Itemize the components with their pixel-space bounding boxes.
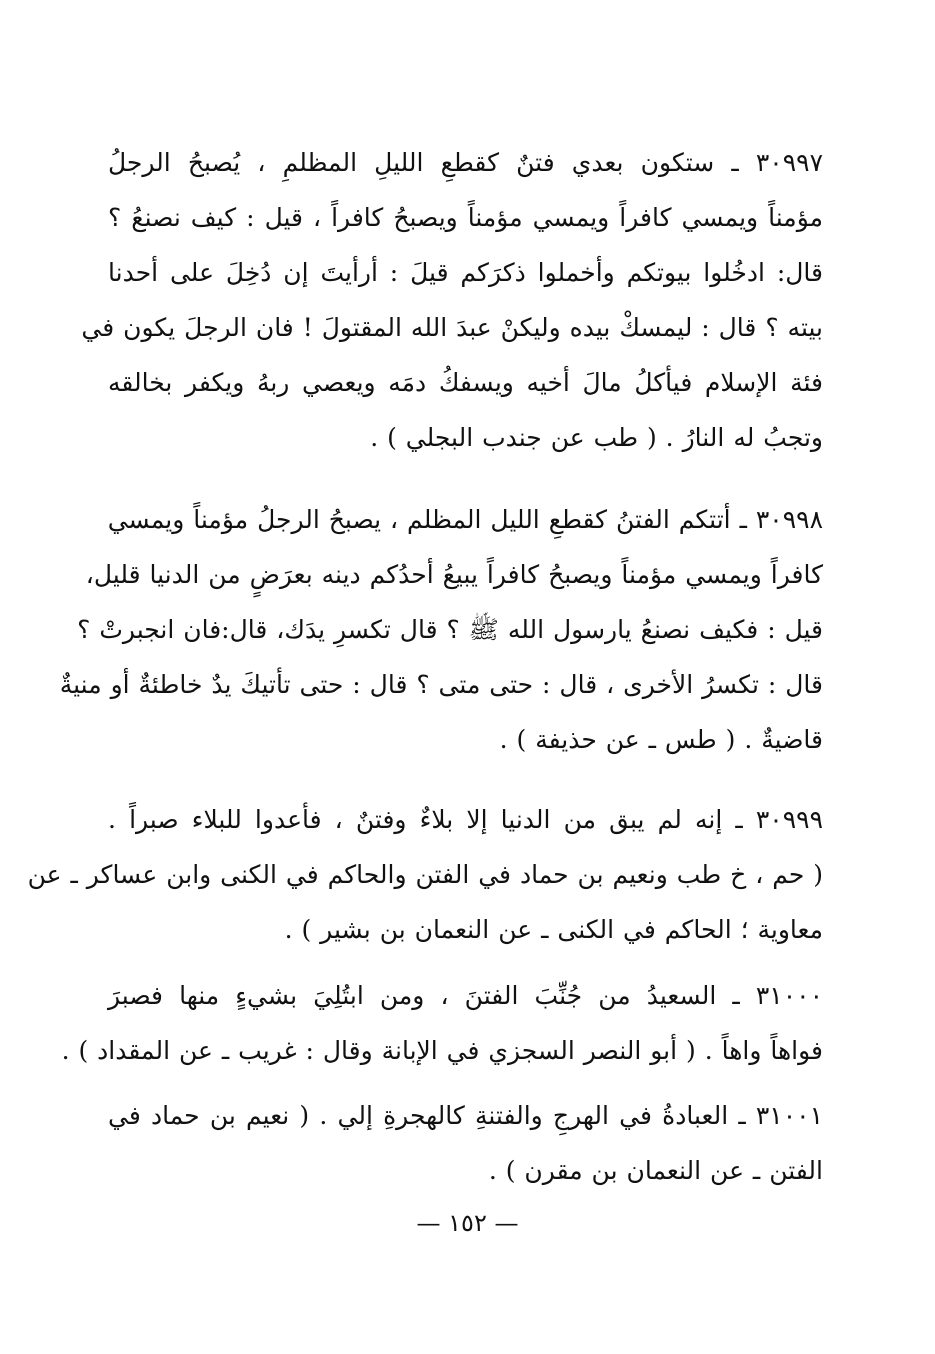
text-line: فئة الإسلام فيأكلُ مالَ أخيه ويسفكُ دمَه ويعصي ربهُ ويكفر بخالقه <box>108 368 823 397</box>
text-line: ( حم ، خ طب ونعيم بن حماد في الفتن والحاكم في الكنى وابن عساكر ـ عن <box>27 860 823 889</box>
hadith-30997 <box>81 135 823 465</box>
text-line: قال : تكسرُ الأخرى ، قال : حتى متى ؟ قال : حتى تأتيكَ يدٌ خاطئةٌ أو منيةٌ <box>59 670 823 699</box>
text-line: بيته ؟ قال : ليمسكْ بيده وليكنْ عبدَ الله المقتولَ ! فان الرجلَ يكون في <box>81 313 823 342</box>
text-line: مؤمناً ويمسي كافراً ويمسي مؤمناً ويصبحُ كافراً ، قيل : كيف نصنعُ ؟ <box>108 203 823 232</box>
text-line: ٣١٠٠٠ ـ السعيدُ من جُنِّبَ الفتنَ ، ومن ابتُلِيَ بشيءٍ منها فصبرَ <box>108 981 823 1010</box>
hadith-30998 <box>59 492 823 767</box>
hadith-31000 <box>61 968 823 1078</box>
text-line: قاضيةٌ . ( طس ـ عن حذيفة ) . <box>499 725 823 754</box>
text-line: ٣١٠٠١ ـ العبادةُ في الهرجِ والفتنةِ كالهجرةِ إلي . ( نعيم بن حماد في <box>108 1101 823 1130</box>
text-line: ٣٠٩٩٧ ـ ستكون بعدي فتنٌ كقطعِ الليلِ المظلمِ ، يُصبحُ الرجلُ <box>108 148 823 177</box>
text-line: قال: ادخُلوا بيوتكم وأخملوا ذكرَكم قيلَ : أرأيتَ إن دُخِلَ على أحدنا <box>108 258 823 287</box>
text-line: فواهاً واهاً . ( أبو النصر السجزي في الإبانة وقال : غريب ـ عن المقداد ) . <box>61 1036 823 1065</box>
page-number: — ١٥٢ — <box>416 1209 519 1237</box>
hadith-30999 <box>27 792 823 957</box>
hadith-31001 <box>108 1088 823 1198</box>
text-line: قيل : فكيف نصنعُ يارسول الله ﷺ ؟ قال تكسرِ يدَك، قال:فان انجبرتْ ؟ <box>77 615 823 644</box>
text-line: ٣٠٩٩٩ ـ إنه لم يبق من الدنيا إلا بلاءٌ وفتنٌ ، فأعدوا للبلاء صبراً . <box>108 805 823 834</box>
text-line: ٣٠٩٩٨ ـ أتتكم الفتنُ كقطعِ الليل المظلم ، يصبحُ الرجلُ مؤمناً ويمسي <box>107 505 823 534</box>
text-line: الفتن ـ عن النعمان بن مقرن ) . <box>488 1156 823 1185</box>
text-line: كافراً ويمسي مؤمناً ويصبحُ كافراً يبيعُ أحدُكم دينه بعرَضٍ من الدنيا قليل، <box>85 560 823 589</box>
text-line: معاوية ؛ الحاكم في الكنى ـ عن النعمان بن بشير ) . <box>284 915 823 944</box>
text-line: وتجبُ له النارُ . ( طب عن جندب البجلي ) . <box>370 423 823 452</box>
